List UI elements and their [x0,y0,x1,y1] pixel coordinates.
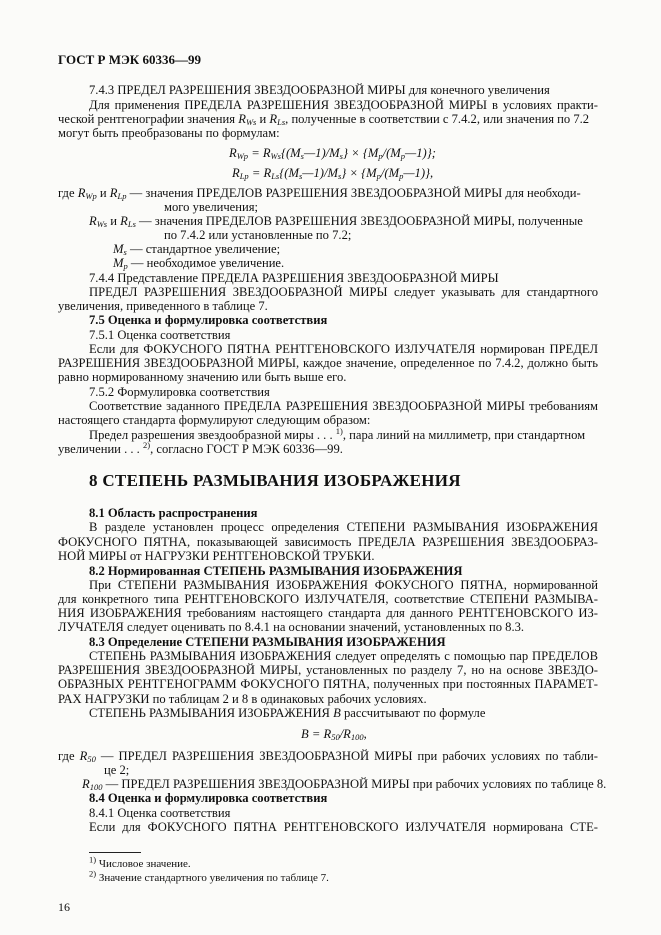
document-header: ГОСТ Р МЭК 60336—99 [58,52,201,67]
clause-8-2-title: 8.2 Нормированная СТЕПЕНЬ РАЗМЫВАНИЯ ИЗОБРАЖЕНИЯ [89,564,463,578]
clause-7-4-4-title: 7.4.4 Представление ПРЕДЕЛА РАЗРЕШЕНИЯ ЗВЕЗДООБРАЗНОЙ МИРЫ [89,271,499,285]
footnote-2: $^{2)}$ Значение стандартного увеличения по таблице 7. [89,868,329,884]
clause-7-5-2-title: 7.5.2 Формулировка соответствия [89,385,270,399]
paragraph-line: ФОКУСНОГО ПЯТНА, показывающей зависимость ПРЕДЕЛА РАЗРЕШЕНИЯ ЗВЕЗДООБРАЗ- [58,535,598,549]
formula-rlp: $R_{Lp}$ = $R_{Ls}\{(M_s—1)/M_s\}$ × $\{M_p/(M_p—1)\}$, [232,166,434,181]
definition-line: $R_{Ws}$ и $R_{Ls}$ — значения ПРЕДЕЛОВ РАЗРЕШЕНИЯ ЗВЕЗДООБРАЗНОЙ МИРЫ, полученные [89,214,583,229]
paragraph-line: для конкретного типа РЕНТГЕНОВСКОГО ИЗЛУЧАТЕЛЯ, соответствие СТЕПЕНИ РАЗМЫВА- [58,592,598,606]
clause-7-5-1-title: 7.5.1 Оценка соответствия [89,328,231,342]
formula-b: $B = R_{50}/R_{100}$, [301,727,367,742]
paragraph-line: НИЯ ИЗОБРАЖЕНИЯ требованиям настоящего стандарта для данного РЕНТГЕНОВСКОГО ИЗ- [58,606,598,620]
clause-8-1-title: 8.1 Область распространения [89,506,258,520]
clause-8-3-title: 8.3 Определение СТЕПЕНИ РАЗМЫВАНИЯ ИЗОБРАЖЕНИЯ [89,635,446,649]
paragraph-line: Для применения ПРЕДЕЛА РАЗРЕШЕНИЯ ЗВЕЗДООБРАЗНОЙ МИРЫ в условиях практи- [89,98,598,112]
paragraph-line: увеличении . . . $^{2)}$, согласно ГОСТ Р МЭК 60336—99. [58,439,343,456]
paragraph-line: РАХ НАГРУЗКИ по таблицам 2 и 8 в одинаковых рабочих условиях. [58,692,427,706]
definition-line: $M_p$ — необходимое увеличение. [113,256,285,271]
clause-8-4-1-title: 8.4.1 Оценка соответствия [89,806,231,820]
clause-7-4-3-title: 7.4.3 ПРЕДЕЛ РАЗРЕШЕНИЯ ЗВЕЗДООБРАЗНОЙ МИРЫ для конечного увеличения [89,83,550,97]
page-number: 16 [58,900,70,914]
paragraph-line: В разделе установлен процесс определения СТЕПЕНИ РАЗМЫВАНИЯ ИЗОБРАЖЕНИЯ [89,520,598,534]
paragraph-line: РАЗРЕШЕНИЯ ЗВЕЗДООБРАЗНОЙ МИРЫ, установленных по разделу 7, но на основе ЗВЕЗДО- [58,663,598,677]
definition-line: мого увеличения; [164,200,259,214]
paragraph-line: РАЗРЕШЕНИЯ ЗВЕЗДООБРАЗНОЙ МИРЫ, каждое значение, определенное по 7.4.2, должно быть [58,356,598,370]
paragraph-line: увеличения, приведенного в таблице 7. [58,299,268,313]
paragraph-line: Если для ФОКУСНОГО ПЯТНА РЕНТГЕНОВСКОГО ИЗЛУЧАТЕЛЯ нормирован ПРЕДЕЛ [89,342,598,356]
paragraph-line: настоящего стандарта формулируют следующим образом: [58,413,371,427]
definition-line: $R_{100}$ — ПРЕДЕЛ РАЗРЕШЕНИЯ ЗВЕЗДООБРАЗНОЙ МИРЫ при рабочих условиях по таблице 8. [82,777,607,792]
clause-7-5-title: 7.5 Оценка и формулировка соответствия [89,313,328,327]
paragraph-line: ческой рентгенографии значения $R_{Ws}$ и $R_{Ls}$, полученные в соответствии с 7.4.2, или значения по 7.2 [58,112,590,127]
definition-line: по 7.4.2 или установленные по 7.2; [164,228,352,242]
footnote-divider [89,852,141,853]
section-8-title: 8 СТЕПЕНЬ РАЗМЫВАНИЯ ИЗОБРАЖЕНИЯ [89,471,461,490]
definition-line: где $R_{50}$ — ПРЕДЕЛ РАЗРЕШЕНИЯ ЗВЕЗДООБРАЗНОЙ МИРЫ при рабочих условиях по табли- [58,749,598,764]
paragraph-line: Соответствие заданного ПРЕДЕЛА РАЗРЕШЕНИЯ ЗВЕЗДООБРАЗНОЙ МИРЫ требованиям [89,399,598,413]
footnote-1: $^{1)}$ Числовое значение. [89,854,191,870]
definition-line: где $R_{Wp}$ и $R_{Lp}$ — значения ПРЕДЕЛОВ РАЗРЕШЕНИЯ ЗВЕЗДООБРАЗНОЙ МИРЫ для необходи- [58,186,581,201]
paragraph-line: Если для ФОКУСНОГО ПЯТНА РЕНТГЕНОВСКОГО ИЗЛУЧАТЕЛЯ нормирована СТЕ- [89,820,598,834]
paragraph-line: СТЕПЕНЬ РАЗМЫВАНИЯ ИЗОБРАЖЕНИЯ B рассчитывают по формуле [89,706,486,720]
paragraph-line: НОЙ МИРЫ от НАГРУЗКИ РЕНТГЕНОВСКОЙ ТРУБКИ. [58,549,375,563]
paragraph-line: могут быть преобразованы по формулам: [58,126,280,140]
paragraph-line: СТЕПЕНЬ РАЗМЫВАНИЯ ИЗОБРАЖЕНИЯ следует определять с помощью пар ПРЕДЕЛОВ [89,649,598,663]
paragraph-line: ОБРАЗНЫХ РЕНТГЕНОГРАММ ФОКУСНОГО ПЯТНА, полученных при постоянных ПАРАМЕТ- [58,677,598,691]
paragraph-line: ЛУЧАТЕЛЯ следует оценивать по 8.4.1 на основании значений, установленных по 8.3. [58,620,525,634]
definition-line: $M_s$ — стандартное увеличение; [113,242,281,257]
clause-8-4-title: 8.4 Оценка и формулировка соответствия [89,791,328,805]
paragraph-line: Предел разрешения звездообразной миры . . . $^{1)}$, пара линий на миллиметр, при стандартном [89,425,586,442]
paragraph-line: При СТЕПЕНИ РАЗМЫВАНИЯ ИЗОБРАЖЕНИЯ ФОКУСНОГО ПЯТНА, нормированной [89,578,598,592]
formula-rwp: $R_{Wp}$ = $R_{Ws}\{(M_s—1)/M_s\}$ × $\{M_p/(M_p—1)\}$; [229,146,436,161]
paragraph-line: равно нормированному значению или быть выше его. [58,370,347,384]
definition-line: це 2; [104,763,130,777]
paragraph-line: ПРЕДЕЛ РАЗРЕШЕНИЯ ЗВЕЗДООБРАЗНОЙ МИРЫ следует указывать для стандартного [89,285,598,299]
